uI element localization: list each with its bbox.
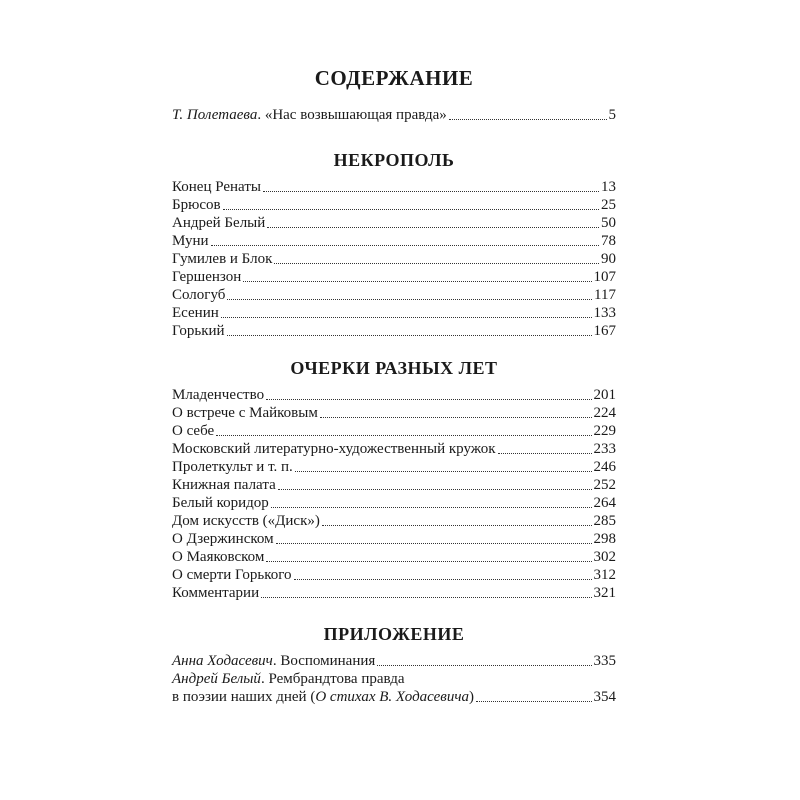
toc-entry bbox=[172, 512, 616, 530]
section-title-appendix: ПРИЛОЖЕНИЕ bbox=[323, 624, 465, 644]
dot-leader bbox=[278, 488, 592, 490]
toc-page-number: 302 bbox=[593, 549, 616, 565]
dot-leader bbox=[449, 118, 607, 120]
toc-entry-title: Есенин bbox=[172, 305, 219, 321]
toc-entry bbox=[172, 268, 616, 286]
dot-leader bbox=[294, 578, 592, 580]
toc-entry-title: Младенчество bbox=[172, 387, 265, 403]
toc-entry-title: О себе bbox=[172, 423, 215, 439]
toc-page-number: 117 bbox=[594, 287, 616, 303]
dot-leader bbox=[223, 208, 599, 210]
toc-entry-title: О смерти Горького bbox=[172, 567, 292, 583]
toc-entry bbox=[172, 232, 616, 250]
toc-entry bbox=[172, 304, 616, 322]
toc-entry-title: О встрече с Майковым bbox=[172, 405, 318, 421]
toc-entry bbox=[172, 530, 616, 548]
dot-leader bbox=[295, 470, 592, 472]
toc-page-number: 298 bbox=[593, 531, 616, 547]
toc-page-number: 167 bbox=[593, 323, 616, 339]
toc-page-number: 246 bbox=[593, 459, 616, 475]
toc-entry bbox=[172, 322, 616, 340]
toc-page-number: 201 bbox=[593, 387, 616, 403]
toc-entry-title: Московский литературно-художественный кружок bbox=[172, 441, 496, 457]
toc-entry-title: Книжная палата bbox=[172, 477, 276, 493]
toc-entry bbox=[172, 404, 616, 422]
toc-page-number: 90 bbox=[601, 251, 616, 267]
toc-page-number: 5 bbox=[608, 107, 616, 123]
dot-leader bbox=[320, 416, 592, 418]
toc-entry bbox=[172, 214, 616, 232]
toc-entry-title: Брюсов bbox=[172, 197, 221, 213]
dot-leader bbox=[498, 452, 592, 454]
toc-entry-intro bbox=[172, 106, 616, 124]
dot-leader bbox=[221, 316, 592, 318]
toc-page-number: 107 bbox=[593, 269, 616, 285]
toc-entry-appendix-2-line1: Андрей Белый. Рембрандтова правда bbox=[172, 671, 405, 687]
dot-leader bbox=[276, 542, 592, 544]
toc-entry bbox=[172, 250, 616, 268]
toc-page-number: 233 bbox=[593, 441, 616, 457]
toc-page-number: 335 bbox=[593, 653, 616, 669]
toc-entry bbox=[172, 476, 616, 494]
dot-leader bbox=[271, 506, 592, 508]
toc-page-number: 13 bbox=[601, 179, 616, 195]
toc-entry-title: Дом искусств («Диск») bbox=[172, 513, 320, 529]
dot-leader bbox=[227, 298, 592, 300]
dot-leader bbox=[377, 664, 591, 666]
toc-entry-title: Т. Полетаева. «Нас возвышающая правда» bbox=[172, 107, 447, 123]
toc-page-number: 25 bbox=[601, 197, 616, 213]
toc-page-number: 264 bbox=[593, 495, 616, 511]
toc-page-number: 354 bbox=[593, 689, 616, 705]
toc-entry bbox=[172, 548, 616, 566]
toc-page-number: 285 bbox=[593, 513, 616, 529]
toc-entry-title: Гершензон bbox=[172, 269, 242, 285]
toc-entry-title: О Дзержинском bbox=[172, 531, 274, 547]
dot-leader bbox=[266, 398, 591, 400]
toc-entry-title: Муни bbox=[172, 233, 209, 249]
dot-leader bbox=[263, 190, 599, 192]
dot-leader bbox=[476, 700, 592, 702]
toc-page-number: 312 bbox=[593, 567, 616, 583]
toc-entry bbox=[172, 494, 616, 512]
section-title-necropolis: НЕКРОПОЛЬ bbox=[333, 150, 455, 170]
toc-entry-title: Комментарии bbox=[172, 585, 260, 601]
toc-entry-title: Горький bbox=[172, 323, 225, 339]
dot-leader bbox=[261, 596, 591, 598]
toc-entry bbox=[172, 286, 616, 304]
toc-entry bbox=[172, 196, 616, 214]
toc-page-number: 50 bbox=[601, 215, 616, 231]
dot-leader bbox=[322, 524, 592, 526]
toc-entry-appendix-1 bbox=[172, 652, 616, 670]
toc-entry-title: в поэзии наших дней (О стихах В. Ходасевича) bbox=[172, 689, 474, 705]
toc-entry bbox=[172, 458, 616, 476]
toc-entry-author: Т. Полетаева bbox=[172, 107, 258, 123]
section-title-essays: ОЧЕРКИ РАЗНЫХ ЛЕТ bbox=[290, 358, 498, 378]
toc-entry-title: Гумилев и Блок bbox=[172, 251, 273, 267]
toc-entry bbox=[172, 386, 616, 404]
toc-entry-title: Рембрандтова правда bbox=[268, 671, 405, 687]
toc-entry-title: Белый коридор bbox=[172, 495, 269, 511]
toc-entry-title: Конец Ренаты bbox=[172, 179, 261, 195]
dot-leader bbox=[227, 334, 592, 336]
toc-entry-title: О Маяковском bbox=[172, 549, 265, 565]
toc-entry-title: Андрей Белый bbox=[172, 215, 266, 231]
dot-leader bbox=[216, 434, 591, 436]
dot-leader bbox=[266, 560, 591, 562]
toc-entry bbox=[172, 440, 616, 458]
toc-entry-title: Сологуб bbox=[172, 287, 226, 303]
toc-page-number: 78 bbox=[601, 233, 616, 249]
dot-leader bbox=[211, 244, 599, 246]
toc-page-number: 252 bbox=[593, 477, 616, 493]
dot-leader bbox=[267, 226, 599, 228]
toc-page-number: 321 bbox=[593, 585, 616, 601]
contents-title: СОДЕРЖАНИЕ bbox=[314, 66, 474, 90]
dot-leader bbox=[274, 262, 599, 264]
toc-entry bbox=[172, 584, 616, 602]
toc-entry-title: Анна Ходасевич. Воспоминания bbox=[172, 653, 376, 669]
toc-page-number: 229 bbox=[593, 423, 616, 439]
toc-page-number: 133 bbox=[593, 305, 616, 321]
toc-entry-author: Анна Ходасевич bbox=[172, 653, 273, 669]
toc-entry bbox=[172, 566, 616, 584]
toc-entry bbox=[172, 422, 616, 440]
toc-page-number: 224 bbox=[593, 405, 616, 421]
dot-leader bbox=[243, 280, 591, 282]
toc-entry-appendix-2-line2 bbox=[172, 688, 616, 706]
toc-entry-title: Пролеткульт и т. п. bbox=[172, 459, 293, 475]
toc-entry bbox=[172, 178, 616, 196]
toc-entry-author: Андрей Белый bbox=[172, 671, 261, 687]
